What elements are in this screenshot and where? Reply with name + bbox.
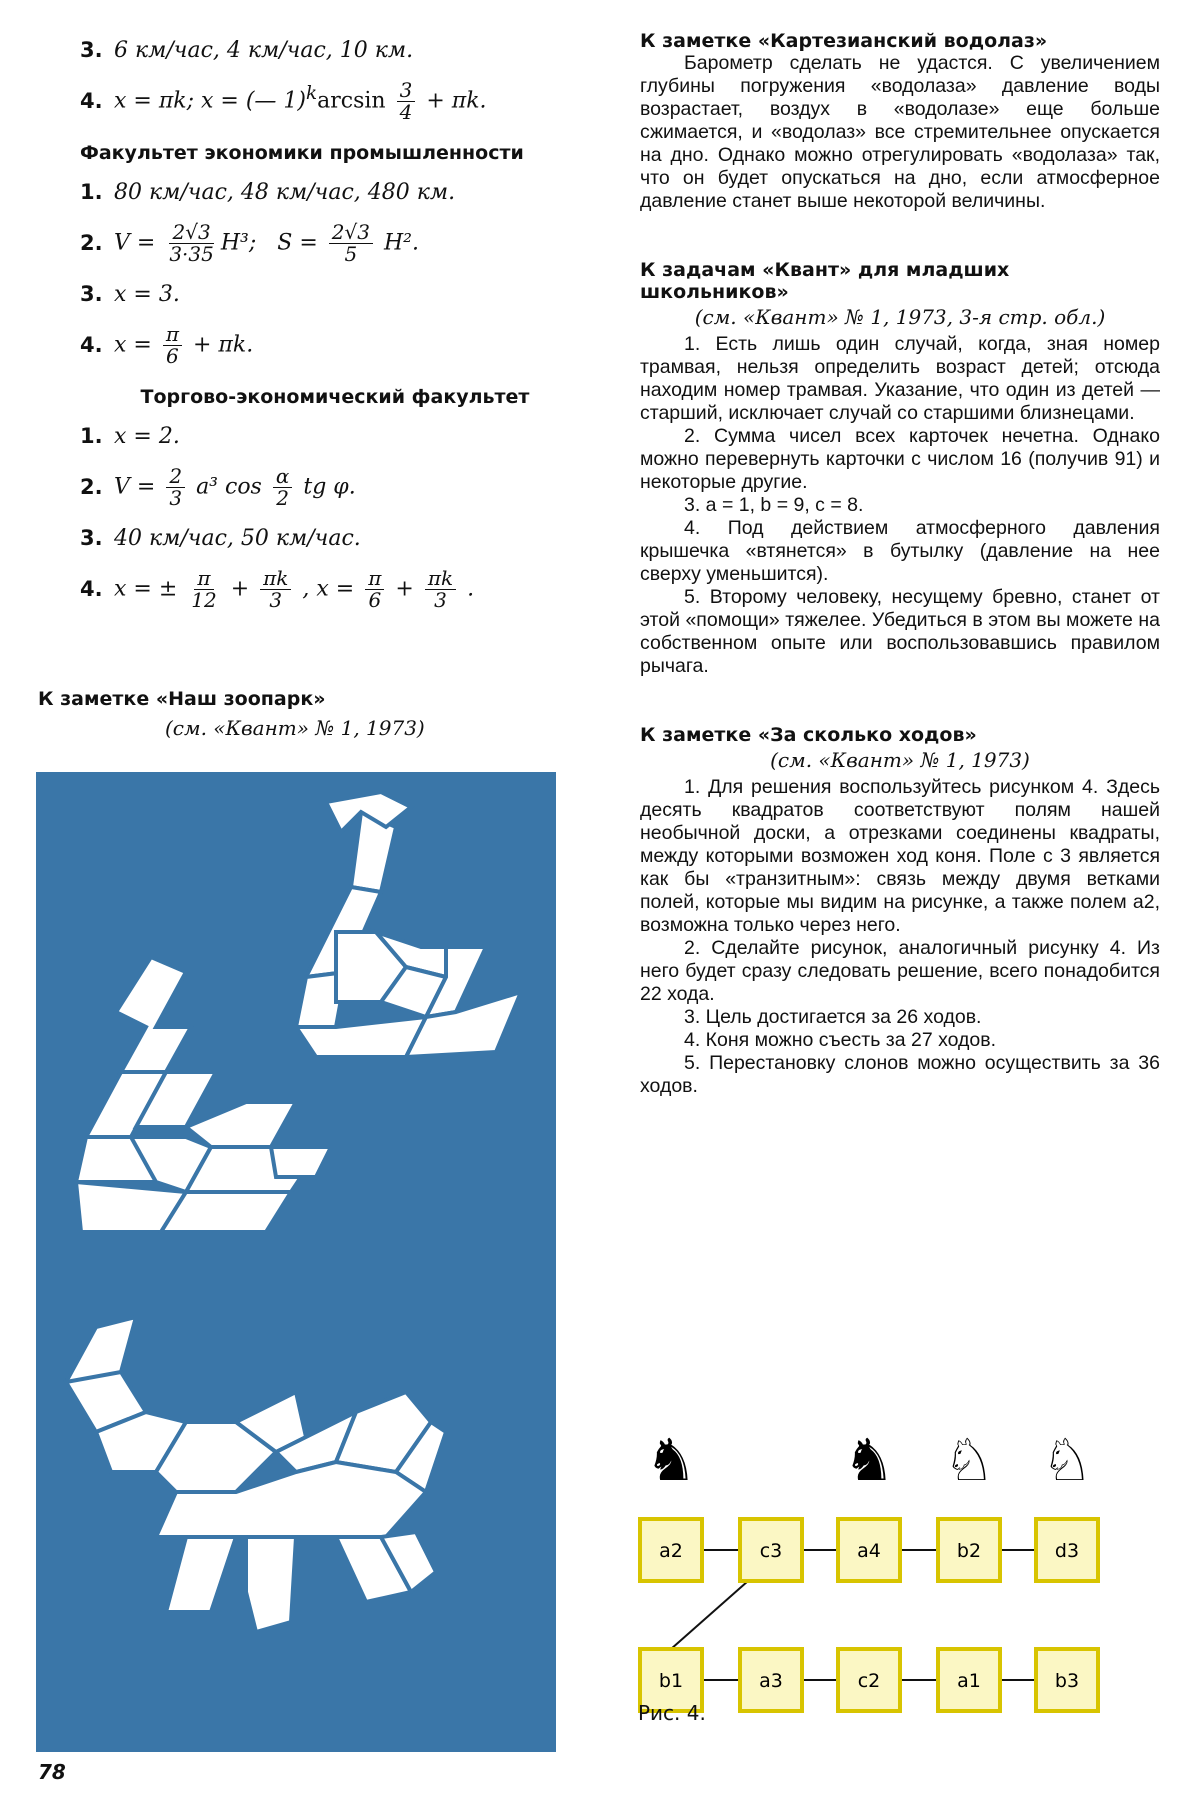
answer-text xyxy=(114,321,254,368)
answer-text: 6 км/час, 4 км/час, 10 км. xyxy=(114,37,414,63)
answer-line xyxy=(80,456,590,518)
formula-part: V = xyxy=(114,230,156,255)
square-label: a1 xyxy=(957,1670,981,1692)
puzzle-piece xyxy=(116,957,191,1072)
answer-text xyxy=(114,463,356,510)
fraction xyxy=(425,565,456,612)
denominator: 4 xyxy=(399,99,413,124)
answer-line xyxy=(80,212,590,274)
knight-move-diagram xyxy=(620,1350,1180,1730)
numerator: 3 xyxy=(397,80,416,102)
kvant-heading: К задачам «Квант» для младших школьников» xyxy=(640,259,1010,303)
spacer xyxy=(640,678,1160,724)
denominator: 3 xyxy=(169,485,183,510)
answer-number: 3. xyxy=(80,38,103,62)
square-label: b3 xyxy=(1054,1670,1080,1692)
white-knight-icon: ♘ xyxy=(1041,1426,1093,1494)
kvant-item: 5. Второму человеку, несущему бревно, станет от этой «помощи» тяжелее. Убедиться в этом вы можете на собственном опыте или воспользовавшись правилом рычага. xyxy=(640,586,1160,677)
connection-line xyxy=(671,1581,748,1649)
kvant-reference: (см. «Квант» № 1, 1973, 3-я стр. обл.) xyxy=(694,305,1106,329)
square-label: b1 xyxy=(658,1670,684,1692)
moves-reference: (см. «Квант» № 1, 1973) xyxy=(770,748,1030,772)
fraction xyxy=(188,565,219,612)
formula-part: . xyxy=(467,576,475,601)
function-name: arcsin xyxy=(317,88,386,113)
puzzle-piece xyxy=(166,1537,236,1612)
black-knight-icon: ♞ xyxy=(645,1426,697,1494)
fraction xyxy=(163,321,182,368)
answer-text: x = 3. xyxy=(114,281,180,307)
square-label: a4 xyxy=(857,1540,881,1562)
square-label: d3 xyxy=(1054,1540,1080,1562)
numerator: πk xyxy=(260,568,291,590)
answer-line xyxy=(80,518,590,558)
formula-part: + xyxy=(230,576,250,601)
answer-line xyxy=(80,416,590,456)
moves-heading: К заметке «За сколько ходов» xyxy=(640,724,977,746)
answer-line xyxy=(80,314,590,376)
fraction xyxy=(273,463,293,510)
answer-number: 1. xyxy=(80,424,103,448)
fraction xyxy=(365,565,384,612)
formula-part: S = xyxy=(277,230,318,255)
moves-item: 1. Для решения воспользуйтесь рисунком 4. Здесь десять квадратов соответствуют полям нашей необычной доски, а отрезками соединены квадраты, между которыми возможен ход коня. Поле с 3 является как бы «транзитным»: связь между двумя ветками полей, которые мы видим на рисунке, а также полем a2, возможна только через него. xyxy=(640,776,1160,936)
denominator: 12 xyxy=(191,587,217,612)
moves-item: 5. Перестановку слонов можно осуществить за 36 ходов. xyxy=(640,1052,1160,1097)
spacer xyxy=(640,213,1160,259)
kvant-item: 4. Под действием атмосферного давления крышечка «втянется» в бутылку (давление на нее сверху уменьшится). xyxy=(640,517,1160,585)
formula-part: x = xyxy=(114,332,152,357)
left-column xyxy=(80,30,590,620)
diver-heading: К заметке «Картезианский водолаз» xyxy=(640,30,1048,52)
numerator: π xyxy=(163,324,182,346)
puzzle-piece xyxy=(271,1147,331,1177)
formula-part: V = xyxy=(114,474,156,499)
fraction xyxy=(397,77,416,124)
page-number: 78 xyxy=(38,1760,66,1784)
square-label: c3 xyxy=(759,1540,783,1562)
white-knight-icon: ♘ xyxy=(943,1426,995,1494)
faculty-heading: Факультет экономики промышленности xyxy=(80,142,524,164)
answer-line xyxy=(80,172,590,212)
answer-text: 80 км/час, 48 км/час, 480 км. xyxy=(114,179,456,205)
formula-part: tg φ. xyxy=(303,474,356,499)
answer-line xyxy=(80,30,590,70)
answer-text xyxy=(114,219,419,266)
fraction xyxy=(166,219,217,266)
zoo-puzzle-svg xyxy=(36,772,556,1752)
answer-text xyxy=(114,77,487,124)
formula-part: x = πk; x = (— 1) xyxy=(114,88,307,113)
moves-item: 4. Коня можно съесть за 27 ходов. xyxy=(684,1029,997,1051)
numerator: 2√3 xyxy=(169,222,213,244)
zoo-heading: К заметке «Наш зоопарк» xyxy=(38,688,326,710)
square-label: b2 xyxy=(956,1540,982,1562)
numerator: πk xyxy=(425,568,456,590)
right-column xyxy=(640,30,1160,1098)
zoo-puzzle-figure xyxy=(36,772,556,1752)
formula-part: H². xyxy=(383,230,419,255)
formula-part: + πk. xyxy=(426,88,487,113)
answer-number: 2. xyxy=(80,475,103,499)
superscript: k xyxy=(306,82,318,104)
kvant-item: 1. Есть лишь один случай, когда, зная номер трамвая, нельзя определить возраст детей; отсюда находим номер трамвая. Указание, что один из детей — старший, исключает случай со старшими близнецами. xyxy=(640,333,1160,424)
figure-caption: Рис. 4. xyxy=(638,1701,706,1725)
denominator: 3·35 xyxy=(169,241,214,266)
square-label: a2 xyxy=(659,1540,683,1562)
moves-item: 3. Цель достигается за 26 ходов. xyxy=(684,1006,982,1028)
formula-part: + xyxy=(395,576,414,601)
fraction xyxy=(329,219,373,266)
fraction xyxy=(260,565,291,612)
square-label: a3 xyxy=(759,1670,783,1692)
kvant-item: 3. a = 1, b = 9, c = 8. xyxy=(684,494,864,516)
diagram-svg xyxy=(620,1350,1180,1730)
square-label: c2 xyxy=(857,1670,881,1692)
answer-number: 1. xyxy=(80,180,103,204)
moves-item: 2. Сделайте рисунок, аналогичный рисунку 4. Из него будет сразу следовать решение, всего понадобится 22 хода. xyxy=(640,937,1160,1005)
puzzle-piece xyxy=(161,1192,291,1232)
zoo-reference: (см. «Квант» № 1, 1973) xyxy=(165,716,425,740)
answer-number: 2. xyxy=(80,231,103,255)
answer-line xyxy=(80,274,590,314)
denominator: 6 xyxy=(368,587,382,612)
formula-part: H³; xyxy=(220,230,257,255)
denominator: 5 xyxy=(344,241,358,266)
denominator: 6 xyxy=(166,343,179,368)
answer-number: 3. xyxy=(80,526,103,550)
answer-text: 40 км/час, 50 км/час. xyxy=(114,525,361,551)
answer-number: 4. xyxy=(80,333,103,357)
answer-text xyxy=(114,565,475,612)
puzzle-piece xyxy=(246,1537,296,1632)
formula-part: + πk. xyxy=(193,332,254,357)
answer-line xyxy=(80,558,590,620)
faculty-heading: Торгово-экономический факультет xyxy=(140,386,530,408)
denominator: 3 xyxy=(434,587,447,612)
puzzle-piece xyxy=(186,1102,296,1147)
formula-part: a³ cos xyxy=(196,474,262,499)
numerator: 2 xyxy=(166,466,185,488)
answer-text: x = 2. xyxy=(114,423,180,449)
answer-line xyxy=(80,70,590,132)
numerator: α xyxy=(273,466,293,488)
black-knight-icon: ♞ xyxy=(843,1426,895,1494)
diver-text: Барометр сделать не удастся. С увеличением глубины погружения «водолаза» давление воды возрастает, воздух в «водолазе» еще больше сжимается, и «водолаз» все стремительнее опускается на дно. Однако можно отрегулировать «водолаза» так, что он будет опускаться на дно, если атмосферное давление станет выше некоторой величины. xyxy=(640,52,1160,212)
formula-part: x = ± xyxy=(114,576,178,601)
numerator: π xyxy=(365,568,384,590)
numerator: π xyxy=(194,568,213,590)
kvant-item: 2. Сумма чисел всех карточек нечетна. Однако можно перевернуть карточки с числом 16 (получив 91) и некоторые другие. xyxy=(640,425,1160,493)
denominator: 3 xyxy=(269,587,283,612)
numerator: 2√3 xyxy=(329,222,373,244)
fraction xyxy=(166,463,185,510)
formula-part: , x = xyxy=(302,576,355,601)
answer-number: 3. xyxy=(80,282,103,306)
denominator: 2 xyxy=(276,485,289,510)
answer-number: 4. xyxy=(80,577,103,601)
answer-number: 4. xyxy=(80,89,103,113)
